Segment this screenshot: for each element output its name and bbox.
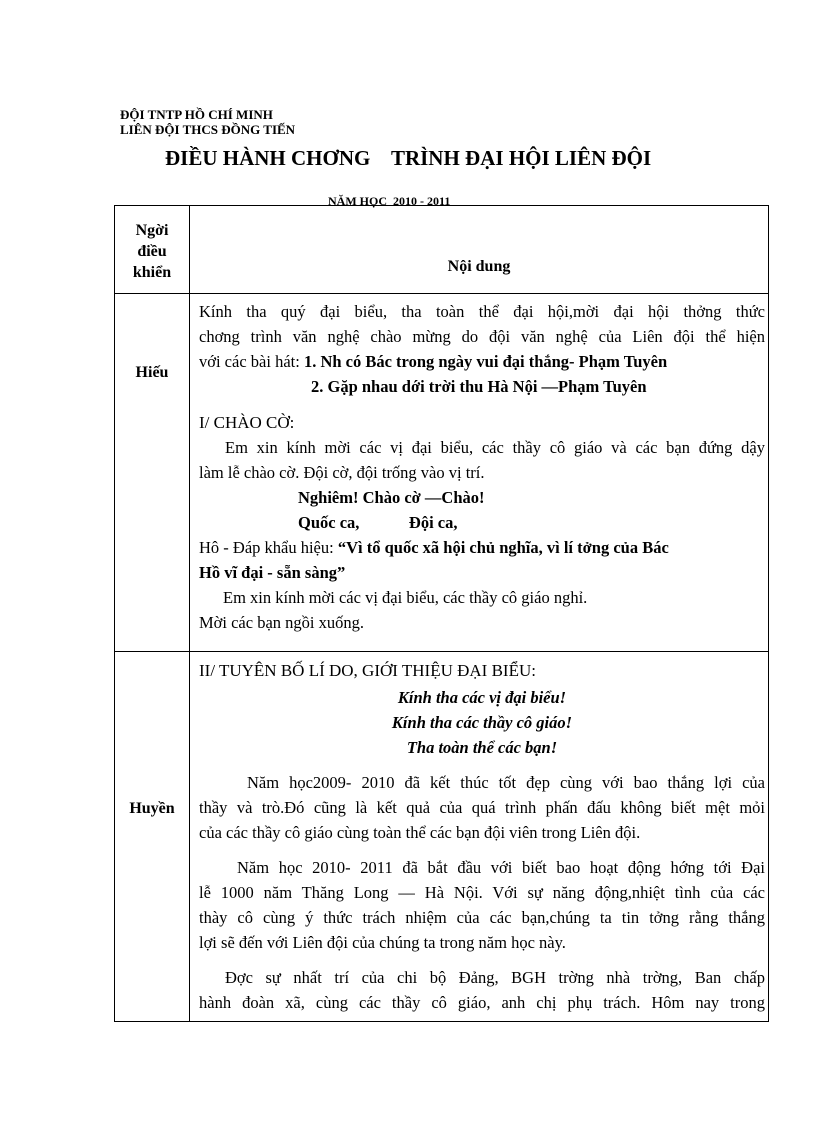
school-name: LIÊN ĐỘI THCS ĐỒNG TIẾN <box>120 122 296 137</box>
table-row <box>115 652 769 1022</box>
program-table <box>114 205 769 1022</box>
content-header: Nội dung <box>447 258 511 275</box>
text-line: chơng trình văn nghệ chào mừng do đội văn nghệ của Liên đội thể hiện <box>199 327 765 346</box>
song-title: 2. Gặp nhau dới trời thu Hà Nội —Phạm Tuyên <box>311 377 647 396</box>
text-line: hành đoàn xã, cùng các thầy cô giáo, anh chị phụ trách. Hôm nay trong <box>199 993 765 1012</box>
text-line: của các thầy cô giáo cùng toàn thể các bạn đội viên trong Liên đội. <box>199 823 641 842</box>
text-line: Mời các bạn ngồi xuống. <box>199 613 364 632</box>
greeting-line: Tha toàn thể các bạn! <box>406 738 558 757</box>
presenter-cell <box>115 294 190 652</box>
text-line: thày cô cùng ý thức trách nhiệm của các bạn,chúng ta tin tởng rằng thắng <box>199 908 765 927</box>
text-line: Em xin kính mời các vị đại biểu, các thầy cô giáo và các bạn đứng dậy <box>225 438 765 457</box>
text-line: Đợc sự nhất trí của chi bộ Đảng, BGH trờng nhà trờng, Ban chấp <box>225 968 765 987</box>
presenter-name: Hiếu <box>135 364 169 381</box>
anthem-line: Quốc ca, Đội ca, <box>298 513 458 532</box>
text-line <box>199 535 765 560</box>
content-cell <box>190 652 769 1022</box>
text-span: với các bài hát: <box>199 352 304 371</box>
text-line: lễ 1000 năm Thăng Long — Hà Nội. Với sự năng động,nhiệt tình của các <box>199 883 765 902</box>
song-title: 1. Nh có Bác trong ngày vui đại thắng- Phạm Tuyên <box>303 352 668 371</box>
text-line: Năm học 2010- 2011 đã bắt đầu với biết bao hoạt động hớng tới Đại <box>237 858 765 877</box>
school-year: NĂM HỌC 2010 - 2011 <box>328 194 451 208</box>
text-line: Em xin kính mời các vị đại biểu, các thầy cô giáo nghỉ. <box>223 588 588 607</box>
document-title: ĐIỀU HÀNH CHƠNG TRÌNH ĐẠI HỘI LIÊN ĐỘI <box>165 146 652 170</box>
presenter-header-line: Ngời <box>135 222 169 239</box>
greeting-line: Kính tha các thầy cô giáo! <box>391 713 573 732</box>
slogan: “Vì tổ quốc xã hội chủ nghĩa, vì lí tởng của Bác <box>337 538 669 557</box>
content-header-cell <box>190 206 769 294</box>
section-heading: I/ CHÀO CỜ: <box>199 413 295 432</box>
text-line: Kính tha quý đại biểu, tha toàn thể đại hội,mời đại hội thởng thức <box>199 302 765 321</box>
text-span: Hô - Đáp khẩu hiệu: <box>199 538 338 557</box>
presenter-header-line: điều <box>137 243 167 260</box>
text-line: Năm học2009- 2010 đã kết thúc tốt đẹp cùng với bao thắng lợi của <box>247 773 765 792</box>
content-cell <box>190 294 769 652</box>
command-line: Nghiêm! Chào cờ —Chào! <box>298 488 485 507</box>
presenter-cell <box>115 652 190 1022</box>
presenter-name: Huyền <box>129 800 175 817</box>
table-row <box>115 294 769 652</box>
text-line: làm lễ chào cờ. Đội cờ, đội trống vào vị trí. <box>199 463 485 482</box>
org-name: ĐỘI TNTP HỒ CHÍ MINH <box>120 107 273 122</box>
presenter-header-cell <box>115 206 190 294</box>
text-line: lợi sẽ đến với Liên đội của chúng ta trong năm học này. <box>199 933 566 952</box>
slogan: Hồ vĩ đại - sẵn sàng” <box>199 563 346 582</box>
presenter-header-line: khiển <box>132 264 172 281</box>
text-line <box>199 349 765 374</box>
greeting-line: Kính tha các vị đại biểu! <box>397 688 567 707</box>
section-heading: II/ TUYÊN BỐ LÍ DO, GIỚI THIỆU ĐẠI BIỂU: <box>199 661 536 680</box>
text-line: thầy và trò.Đó cũng là kết quả của quá trình phấn đấu không biết mệt mỏi <box>199 798 765 817</box>
table-header-row <box>115 206 769 294</box>
